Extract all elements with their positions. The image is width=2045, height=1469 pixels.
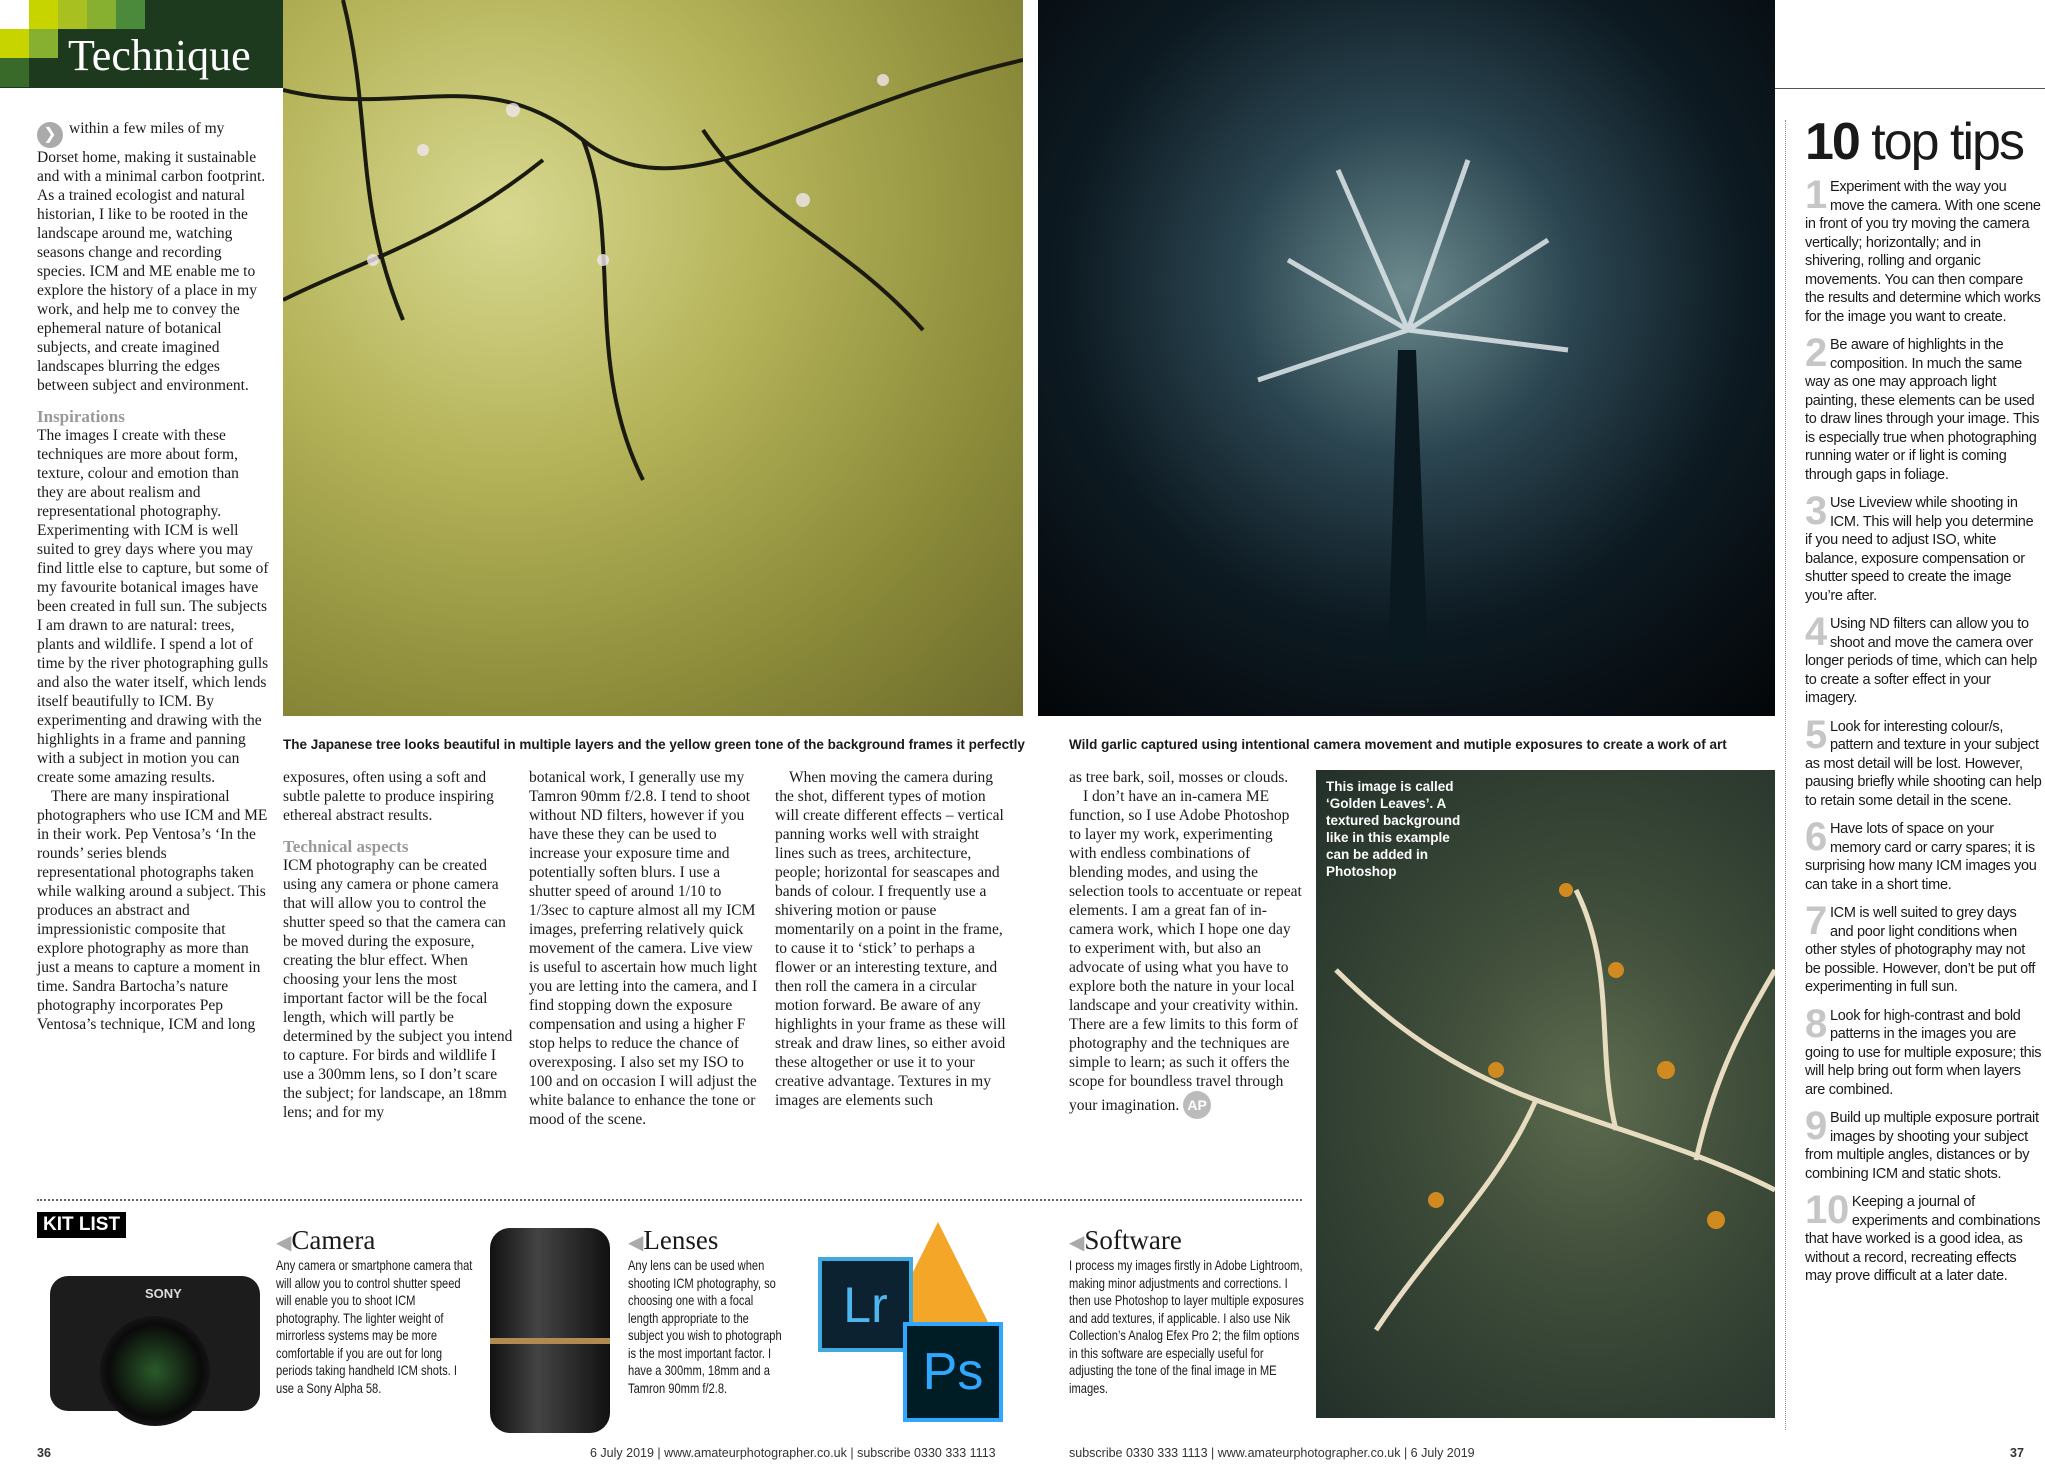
tip-number: 5 bbox=[1805, 712, 1827, 757]
photo1-caption: The Japanese tree looks beautiful in multiple layers and the yellow green tone of the background frames it perfectly bbox=[283, 737, 1025, 752]
tip-number: 2 bbox=[1805, 331, 1827, 375]
tip-item bbox=[1805, 1104, 2043, 1183]
tips-title: 10 top tips bbox=[1805, 113, 2023, 171]
footer-left-info: 6 July 2019 | www.amateurphotographer.co.uk | subscribe 0330 333 1113 bbox=[590, 1446, 996, 1460]
tip-item bbox=[1805, 331, 2043, 484]
tip-number: 1 bbox=[1805, 173, 1827, 217]
top-rule bbox=[1775, 88, 2045, 89]
page-number-left: 36 bbox=[37, 1446, 51, 1460]
subhead-technical: Technical aspects bbox=[283, 837, 409, 856]
footer-right-info: subscribe 0330 333 1113 | www.amateurphotographer.co.uk | 6 July 2019 bbox=[1069, 1446, 1475, 1460]
article-column-2: exposures, often using a soft and subtle palette to produce inspiring ethereal abstract results. Technical aspects ICM photography can be created using any camera or phone camera that will allow you to control the shutter speed so that the camera can be moved during the exposure, creating the blur effect. When choosing your lens the most important factor will be the focal length, which will partly be determined by the subject you intend to capture. For birds and wildlife I use a 300mm lens, so I don’t scare the subject; for landscape, an 18mm lens; and for my bbox=[283, 768, 517, 1122]
article-column-3: botanical work, I generally use my Tamron 90mm f/2.8. I tend to shoot without ND filters, however if you have these they can be used to increase your exposure time and potentially soften blurs. I use a shutter speed of around 1/10 to 1/3sec to capture almost all my ICM images, preferring relatively quick movement of the camera. Live view is useful to ascertain how much light you are letting into the camera, and I find stopping down the exposure compensation and using a higher F stop helps to reduce the chance of overexposing. I also set my ISO to 100 and on occasion I will adjust the white balance to enhance the tone or mood of the scene. bbox=[529, 769, 758, 1128]
wild-garlic-photo bbox=[1038, 0, 1775, 716]
tip-number: 8 bbox=[1805, 1001, 1827, 1046]
tip-item bbox=[1805, 173, 2043, 326]
tip-number: 10 bbox=[1805, 1188, 1849, 1232]
lens-image bbox=[490, 1228, 610, 1433]
triangle-icon: ◀ bbox=[276, 1232, 292, 1254]
page-number-right: 37 bbox=[2010, 1446, 2024, 1460]
top-tips-panel bbox=[1805, 112, 2043, 1296]
tip-text: ICM is well suited to grey days and poor light conditions when other styles of photography may not be possible. However, don’t be put off experimenting in full sun. bbox=[1805, 905, 2036, 995]
tip-item bbox=[1805, 1188, 2043, 1286]
kit-divider bbox=[37, 1199, 1302, 1201]
kit-lenses: ◀Lenses Any lens can be used when shooting ICM photography, so choosing one with a focal length appropriate to the subject you wish to photograph is the most important factor. I have a 300mm, 18mm and a Tamron 90mm f/2.8. bbox=[628, 1225, 782, 1396]
kit-software: ◀Software I process my images firstly in Adobe Lightroom, making minor adjustments and corrections. I then use Photoshop to layer multiple exposures and add textures, if applicable. I also use Nik Collection’s Analog Efex Pro 2; the film options in this software are especially useful for adjusting the tone of the final image in ME images. bbox=[1069, 1225, 1304, 1396]
section-title: Technique bbox=[68, 31, 251, 80]
tip-number: 6 bbox=[1805, 815, 1827, 859]
tip-text: Experiment with the way you move the camera. With one scene in front of you try moving the camera vertically; horizontally; and in shivering, rolling and organic movements. You can then compare the results and determine which works for the image you want to create. bbox=[1805, 179, 2041, 325]
photo3-caption: This image is called ‘Golden Leaves’. A textured background like in this example can be added in Photoshop bbox=[1326, 779, 1461, 879]
triangle-icon: ◀ bbox=[1069, 1232, 1085, 1254]
tip-item bbox=[1805, 815, 2043, 894]
kit-list-label: KIT LIST bbox=[37, 1212, 126, 1238]
japanese-tree-photo bbox=[283, 0, 1023, 716]
tip-number: 7 bbox=[1805, 899, 1827, 943]
kit-camera: ◀Camera Any camera or smartphone camera that will allow you to control shutter speed will enable you to shoot ICM photography. The lighter weight of mirrorless systems may be more comfortable if you are out for long periods taking handheld ICM shots. I use a Sony Alpha 58. bbox=[276, 1225, 473, 1396]
tip-text: Use Liveview while shooting in ICM. This will help you determine if you need to adjust ISO, white balance, exposure compensation or shutter speed to create the image you’re after. bbox=[1805, 495, 2034, 604]
photoshop-logo-icon: Ps bbox=[903, 1322, 1003, 1422]
tip-item bbox=[1805, 610, 2043, 708]
tip-item bbox=[1805, 712, 2043, 811]
tip-text: Have lots of space on your memory card or carry spares; it is surprising how many ICM images you can take in a short time. bbox=[1805, 821, 2037, 893]
photo2-caption: Wild garlic captured using intentional camera movement and mutiple exposures to create a work of art bbox=[1069, 737, 1727, 752]
tip-text: Look for high-contrast and bold patterns in the images you are going to use for multiple exposure; this will help bring out form when layers are combined. bbox=[1805, 1007, 2042, 1098]
article-column-1: ❯ within a few miles of my Dorset home, making it sustainable and with a minimal carbon footprint. As a trained ecologist and natural historian, I like to be rooted in the landscape around me, watching seasons change and recording species. ICM and ME enable me to explore the history of a place in my work, and help me to convey the ephemeral nature of botanical subjects, and create imagined landscapes blurring the edges between subject and environment. Inspirations The images I create with these techniques are more about form, texture, colour and emotion than they are about realism and representational photography. Experimenting with ICM is well suited to grey days where you may find little else to capture, but some of my favourite botanical images have been created in full sun. The subjects I am drawn to are natural: trees, plants and wildlife. I spend a lot of time by the river photographing gulls and also the water itself, which lends itself beautifully to ICM. By experimenting and drawing with the highlights in a frame and panning with a subject in motion you can create some amazing results. There are many inspirational photographers who use ICM and ME in their work. Pep Ventosa’s ‘In the rounds’ series blends representational photographs taken while walking around a subject. This produces an abstract and impressionistic composite that explore photography as more than just a means to capture a moment in time. Sandra Bartocha’s nature photography incorporates Pep Ventosa’s technique, ICM and long bbox=[37, 120, 269, 1033]
tip-text: Build up multiple exposure portrait images by shooting your subject from multiple angles, distances or by combining ICM and static shots. bbox=[1805, 1110, 2039, 1182]
article-column-5: as tree bark, soil, mosses or clouds. I don’t have an in-camera ME function, so I use Adobe Photoshop to layer my work, experimenting with endless combinations of blending modes, and using the selection tools to accentuate or repeat elements. I am a great fan of in-camera work, which I hope one day to experiment with, but also an advocate of using what you have to explore both the nature in your local landscape and your creativity within. There are a few limits to this form of photography and the techniques are simple to learn; as such it offers the scope for boundless travel through your imagination. AP bbox=[1069, 768, 1303, 1119]
section-header bbox=[0, 0, 290, 88]
article-column-4: When moving the camera during the shot, different types of motion will create different effects – vertical panning works well with straight lines such as trees, architecture, people; horizontal for seascapes and bands of colour. I frequently use a shivering motion or pause momentarily on a point in the frame, to cause it to ‘stick’ to perhaps a flower or an interesting texture, and then roll the camera in a circular motion forward. Be aware of any highlights in your frame as these will streak and draw lines, so either avoid these altogether or use it to your creative advantage. Textures in my images are elements such bbox=[775, 769, 1006, 1109]
tip-text: Look for interesting colour/s, pattern and texture in your subject as most detail will be lost. However, pausing briefly while shooting can help to retain some detail in the scene. bbox=[1805, 718, 2042, 809]
tip-text: Using ND filters can allow you to shoot and move the camera over longer periods of time, which can help to create a softer effect in your imagery. bbox=[1805, 616, 2038, 706]
camera-image: SONY bbox=[40, 1246, 265, 1426]
tips-divider bbox=[1785, 120, 1786, 1430]
tip-item bbox=[1805, 489, 2043, 605]
software-logos bbox=[818, 1222, 1028, 1432]
triangle-icon: ◀ bbox=[628, 1232, 644, 1254]
tip-text: Be aware of highlights in the composition. In much the same way as one may approach light painting, these elements can be used to draw lines through your image. This is especially true when photographing running water or if light is coming through gaps in foliage. bbox=[1805, 337, 2040, 483]
tip-number: 3 bbox=[1805, 489, 1827, 533]
lightroom-logo-icon: Lr bbox=[818, 1257, 913, 1352]
tip-item bbox=[1805, 1001, 2043, 1100]
tip-item bbox=[1805, 899, 2043, 997]
tip-text: Keeping a journal of experiments and combinations that have worked is a good idea, as without a record, recreating effects may prove difficult at a later date. bbox=[1805, 1194, 2041, 1284]
continue-arrow-icon: ❯ bbox=[37, 122, 63, 148]
subhead-inspirations: Inspirations bbox=[37, 407, 125, 426]
tip-number: 4 bbox=[1805, 610, 1827, 654]
ap-end-mark: AP bbox=[1183, 1091, 1211, 1119]
tip-number: 9 bbox=[1805, 1104, 1827, 1148]
